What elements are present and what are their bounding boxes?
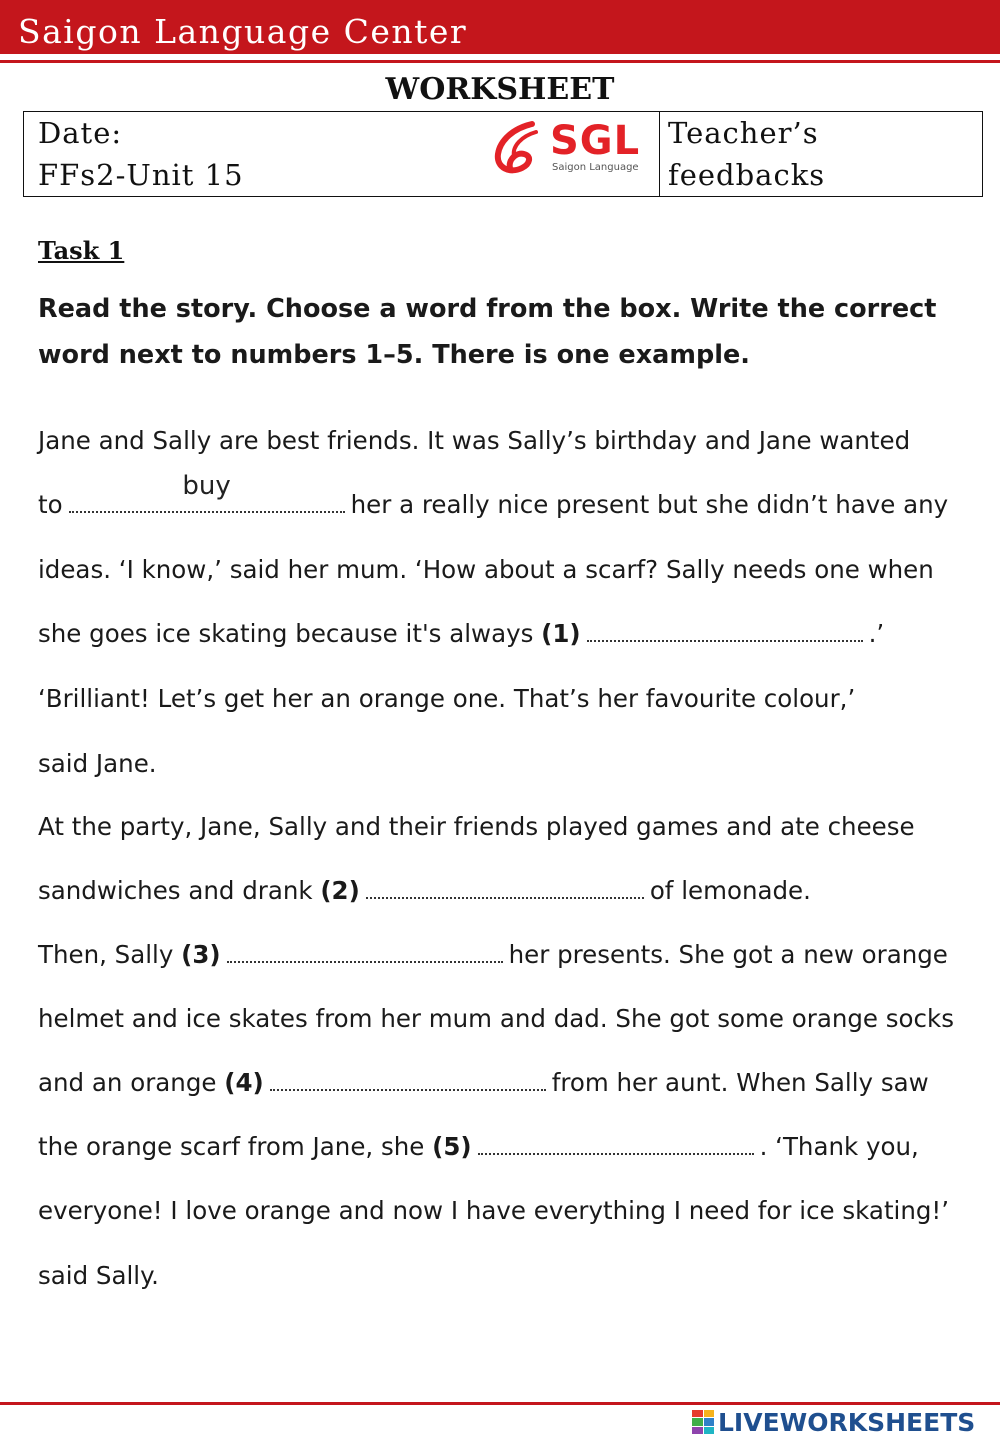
question-number-5: (5) — [432, 1132, 472, 1161]
example-answer: buy — [182, 471, 231, 501]
info-table — [23, 111, 983, 197]
question-number-2: (2) — [320, 876, 360, 905]
answer-blank-4[interactable] — [270, 1071, 546, 1091]
story-line — [38, 876, 811, 905]
feedback-label-line1: Teacher’s — [668, 116, 819, 150]
story-line — [38, 940, 948, 969]
task-title: Task 1 — [38, 236, 125, 265]
answer-blank-2[interactable] — [366, 879, 644, 899]
story-line: helmet and ice skates from her mum and dad. She got some orange socks — [38, 1004, 954, 1033]
example-answer-blank — [69, 471, 345, 513]
question-number-1: (1) — [541, 619, 581, 648]
story-text: Then, Sally — [38, 940, 174, 969]
story-text: . ‘Thank you, — [759, 1132, 919, 1161]
story-line: Jane and Sally are best friends. It was Sally’s birthday and Jane wanted — [38, 426, 911, 455]
story-text: .’ — [868, 619, 885, 648]
answer-blank-3[interactable] — [227, 943, 503, 963]
liveworksheets-brand[interactable] — [692, 1404, 975, 1440]
sgl-logo-text: SGL — [550, 118, 641, 164]
liveworksheets-brand-text: LIVEWORKSHEETS — [718, 1407, 976, 1437]
story-line — [38, 1132, 919, 1161]
task-instructions — [38, 286, 938, 378]
date-label: Date: — [38, 116, 123, 150]
story-text: her a really nice present but she didn’t have any — [350, 490, 949, 519]
story-text: of lemonade. — [649, 876, 811, 905]
story-line: At the party, Jane, Sally and their friends played games and ate cheese — [38, 812, 915, 841]
story-line: ideas. ‘I know,’ said her mum. ‘How about a scarf? Sally needs one when — [38, 555, 934, 584]
story-text: sandwiches and drank — [38, 876, 313, 905]
header-bar — [0, 0, 1000, 54]
sgl-logo-subtext: Saigon Language — [552, 162, 639, 173]
story-line — [38, 471, 949, 519]
sgl-swoosh-icon — [492, 118, 548, 180]
instruction-line: word next to numbers 1–5. There is one example. — [38, 340, 750, 370]
center-name: Saigon Language Center — [18, 12, 468, 51]
answer-blank-5[interactable] — [478, 1135, 754, 1155]
question-number-3: (3) — [181, 940, 221, 969]
story-text: the orange scarf from Jane, she — [38, 1132, 425, 1161]
info-left-cell — [24, 112, 660, 196]
story-text: and an orange — [38, 1068, 217, 1097]
story-line: said Jane. — [38, 749, 157, 778]
story-line: said Sally. — [38, 1261, 159, 1290]
story-text: she goes ice skating because it's always — [38, 619, 534, 648]
instruction-line: Read the story. Choose a word from the box. Write the correct — [38, 294, 937, 324]
worksheet-title: WORKSHEET — [385, 72, 615, 107]
story-line: ‘Brilliant! Let’s get her an orange one. That’s her favourite colour,’ — [38, 684, 856, 713]
story-line: everyone! I love orange and now I have everything I need for ice skating!’ — [38, 1196, 950, 1225]
story-text: from her aunt. When Sally saw — [551, 1068, 929, 1097]
story-line — [38, 1068, 929, 1097]
story-line — [38, 619, 884, 648]
question-number-4: (4) — [224, 1068, 264, 1097]
answer-blank-1[interactable] — [587, 622, 863, 642]
header-divider — [0, 60, 1000, 63]
story-text: her presents. She got a new orange — [508, 940, 948, 969]
sgl-logo — [492, 118, 652, 180]
unit-label: FFs2-Unit 15 — [38, 158, 244, 192]
story-text: to — [38, 490, 63, 519]
feedback-label-line2: feedbacks — [668, 158, 826, 192]
liveworksheets-logo-icon — [692, 1410, 714, 1434]
